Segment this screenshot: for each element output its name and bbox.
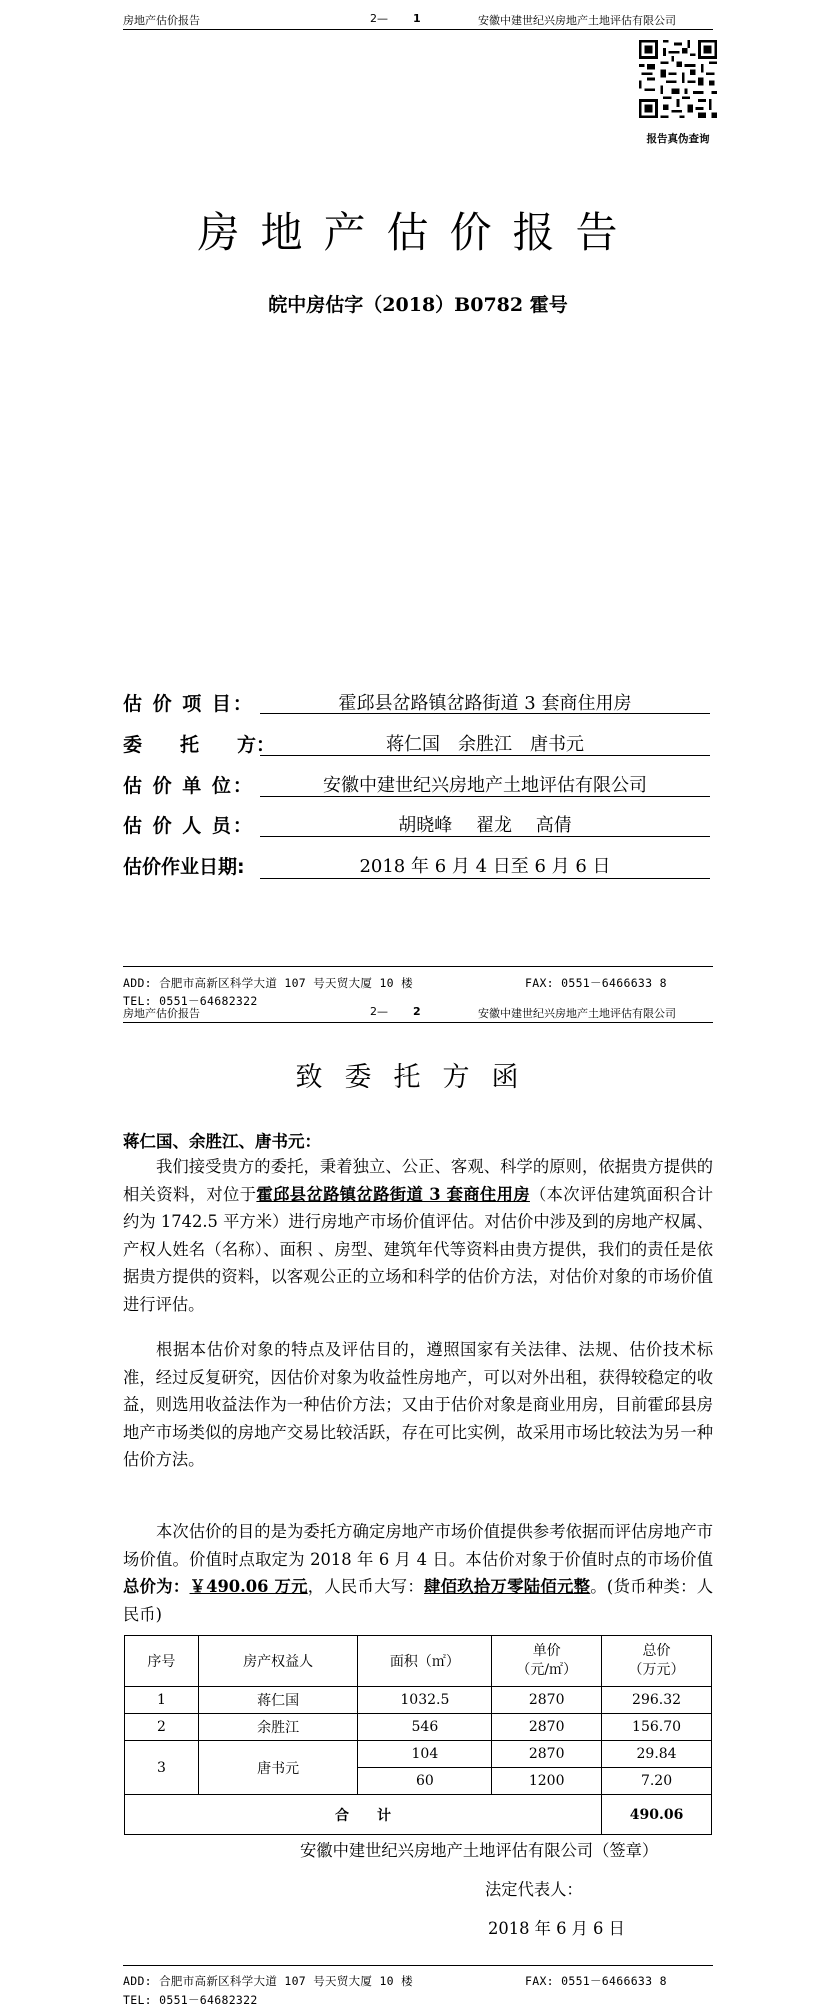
- paragraph-3-text-b: ，人民币大写：: [307, 1577, 425, 1597]
- column-header: 总价 （万元）: [602, 1636, 712, 1687]
- row-number: 2: [125, 1714, 199, 1741]
- area: 60: [358, 1768, 492, 1795]
- field-label-client: 委 托 方：: [123, 734, 276, 756]
- total-value: ￥490.06 万元: [189, 1577, 308, 1597]
- field-label-appraisers: 估 价 人 员：: [123, 815, 254, 837]
- header-left: 房地产估价报告: [123, 1007, 200, 1020]
- header-left: 房地产估价报告: [123, 14, 200, 27]
- table-header-row: [125, 1636, 712, 1687]
- paragraph-1-text-b: （本次评估建筑面积合计约为 1742.5 平方米）进行房地产市场价值评估。对估价中涉及到的房地产权属、产权人姓名（名称）、面积 、房型、建筑年代等资料由贵方提供，我们的责任是依据贵方提供的资料，以客观公正的立场和科学的估价方法，对估价对象的市场价值进行评估。: [123, 1184, 713, 1314]
- column-header: 单价 （元/㎡）: [492, 1636, 602, 1687]
- header-right: 安徽中建世纪兴房地产土地评估有限公司: [478, 14, 676, 27]
- footer-tel: TEL: 0551－64682322: [123, 1993, 258, 2007]
- field-value-appraiser-org: 安徽中建世纪兴房地产土地评估有限公司: [323, 775, 647, 796]
- header-right: 安徽中建世纪兴房地产土地评估有限公司: [478, 1007, 676, 1020]
- field-value-work-date: 2018 年 6 月 4 日至 6 月 6 日: [359, 856, 611, 877]
- table-row: [125, 1714, 712, 1741]
- report-title: 房地产估价报告: [197, 208, 639, 257]
- column-header: 序号: [125, 1636, 199, 1687]
- unit-price: 2870: [492, 1714, 602, 1741]
- field-label-work-date: 估价作业日期:: [123, 856, 245, 878]
- legal-representative: 法定代表人：: [485, 1880, 583, 1899]
- row-number: 3: [125, 1741, 199, 1795]
- qr-caption: 报告真伪查询: [646, 133, 710, 145]
- header-rule: [123, 1022, 713, 1023]
- footer-address: ADD: 合肥市高新区科学大道 107 号天贸大厦 10 楼: [123, 1974, 413, 1988]
- report-number: 皖中房估字（2018）B0782 霍号: [268, 294, 568, 316]
- header-page-prefix: 2—: [370, 12, 388, 25]
- letter-title: 致委托方函: [295, 1062, 541, 1093]
- column-header: 房产权益人: [198, 1636, 358, 1687]
- area: 546: [358, 1714, 492, 1741]
- sum-total: 490.06: [602, 1795, 712, 1835]
- property-name: 霍邱县岔路镇岔路街道 3 套商住用房: [256, 1184, 530, 1204]
- unit-price: 1200: [492, 1768, 602, 1795]
- paragraph-3: [123, 1518, 713, 1628]
- header-rule: [123, 29, 713, 30]
- footer-rule: [123, 966, 713, 967]
- owner: 蒋仁国: [198, 1687, 358, 1714]
- header-page-prefix: 2—: [370, 1005, 388, 1018]
- field-value-appraisers: 胡晓峰 翟龙 高倩: [398, 815, 572, 836]
- row-number: 1: [125, 1687, 199, 1714]
- field-label-project: 估 价 项 目：: [123, 693, 254, 715]
- total-price: 29.84: [602, 1741, 712, 1768]
- field-value-project: 霍邱县岔路镇岔路街道 3 套商住用房: [338, 693, 632, 714]
- unit-price: 2870: [492, 1741, 602, 1768]
- salutation: 蒋仁国、余胜江、唐书元：: [123, 1132, 321, 1151]
- total-in-words: 肆佰玖拾万零陆佰元整: [424, 1577, 591, 1597]
- area: 1032.5: [358, 1687, 492, 1714]
- paragraph-3-text-c: 。(货币种类：人民币): [123, 1577, 713, 1624]
- header-page-number: 1: [413, 12, 421, 25]
- table-row: [125, 1741, 712, 1768]
- footer-address: ADD: 合肥市高新区科学大道 107 号天贸大厦 10 楼: [123, 976, 413, 990]
- column-header: 面积（㎡）: [358, 1636, 492, 1687]
- signature: 安徽中建世纪兴房地产土地评估有限公司（签章）: [300, 1841, 659, 1860]
- paragraph-3-text-a: 本次估价的目的是为委托方确定房地产市场价值提供参考依据而评估房地产市场价值。价值时点取定为 2018 年 6 月 4 日。本估价对象于价值时点的市场价值: [123, 1522, 713, 1569]
- paragraph-1: [123, 1153, 713, 1319]
- paragraph-1-text-a: 我们接受贵方的委托，秉着独立、公正、客观、科学的原则，依据贵方提供的相关资料，对位于: [123, 1157, 713, 1204]
- footer-tel: TEL: 0551－64682322: [123, 994, 258, 1008]
- area: 104: [358, 1741, 492, 1768]
- footer-fax: FAX: 0551－6466633 8: [525, 1974, 667, 1988]
- paragraph-2: 根据本估价对象的特点及评估目的，遵照国家有关法律、法规、估价技术标准，经过反复研究，因估价对象为收益性房地产，可以对外出租，获得较稳定的收益，则选用收益法作为一种估价方法；又由于估价对象是商业用房，目前霍邱县房地产市场类似的房地产交易比较活跃，存在可比实例，故采用市场比较法为另一种估价方法。: [123, 1340, 713, 1470]
- qr-code-icon: [639, 40, 717, 118]
- total-price: 296.32: [602, 1687, 712, 1714]
- total-label: 总价为：: [123, 1577, 190, 1597]
- owner: 唐书元: [198, 1741, 358, 1795]
- sum-label: 合 计: [125, 1795, 602, 1835]
- table-sum-row: [125, 1795, 712, 1835]
- field-value-client: 蒋仁国 余胜江 唐书元: [386, 734, 584, 755]
- unit-price: 2870: [492, 1687, 602, 1714]
- underline: [260, 878, 710, 879]
- total-price: 7.20: [602, 1768, 712, 1795]
- letter-date: 2018 年 6 月 6 日: [488, 1919, 625, 1938]
- underline: [260, 713, 710, 714]
- underline: [260, 755, 710, 756]
- table-row: [125, 1687, 712, 1714]
- total-price: 156.70: [602, 1714, 712, 1741]
- field-label-appraiser-org: 估 价 单 位：: [123, 775, 254, 797]
- footer-rule: [123, 1965, 713, 1966]
- underline: [260, 796, 710, 797]
- footer-fax: FAX: 0551－6466633 8: [525, 976, 667, 990]
- header-page-number: 2: [413, 1005, 421, 1018]
- owner: 余胜江: [198, 1714, 358, 1741]
- valuation-table: [124, 1635, 712, 1835]
- underline: [260, 836, 710, 837]
